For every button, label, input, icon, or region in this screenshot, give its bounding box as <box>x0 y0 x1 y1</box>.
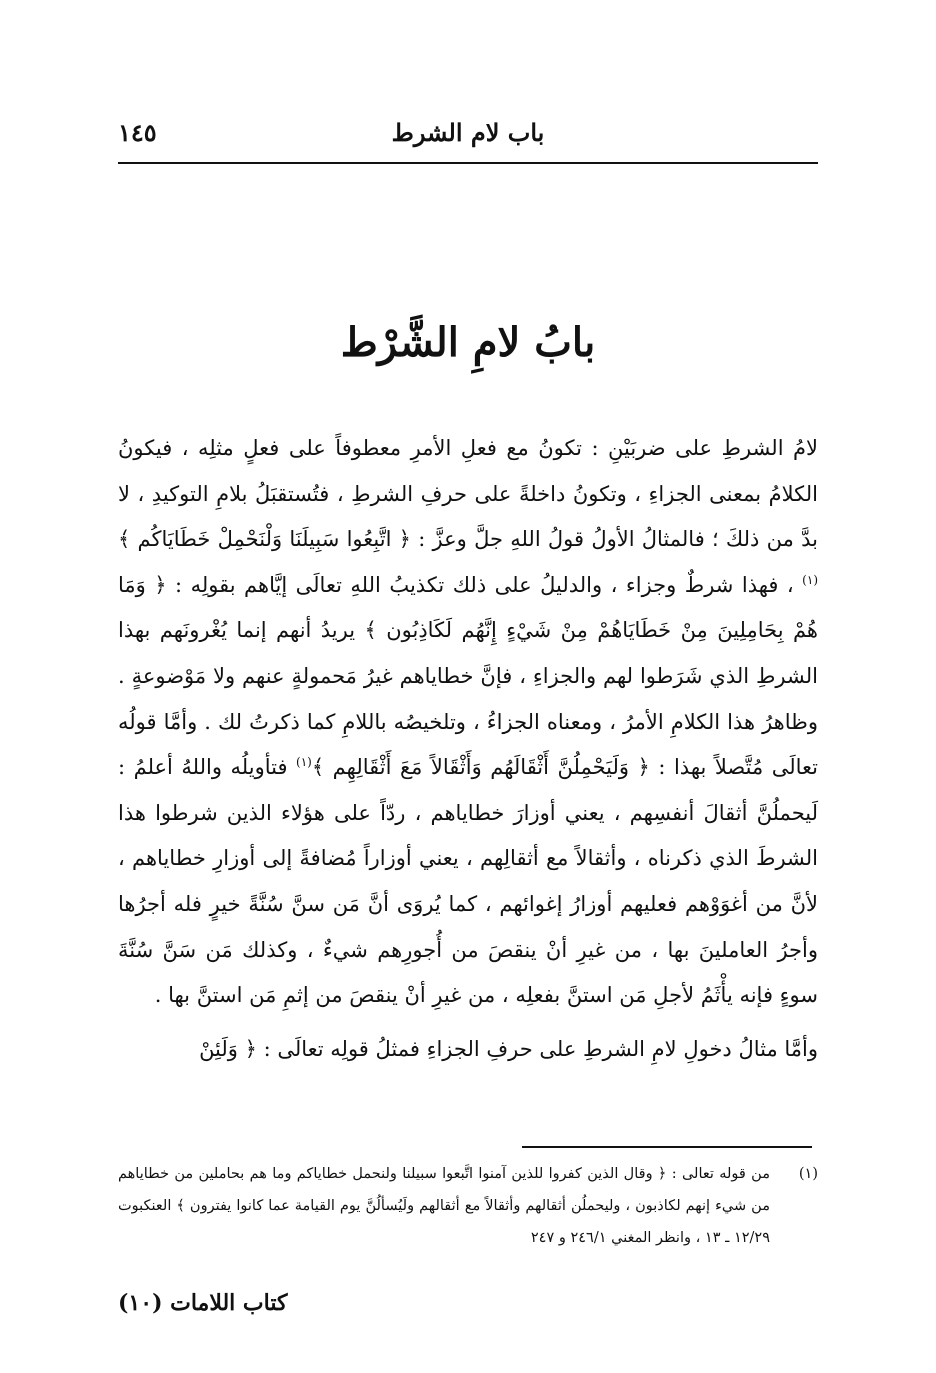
footnote-text: من قوله تعالى : ﴿ وقال الذين كفروا للذين آمنوا اتَّبعوا سبيلنا ولنحمل خطاياكم وما هم بحاملين من خطاياهم من شيء إنهم لكاذبون ، وليحملُن أثقالهم وأثقالاً مع أثقالهم ولَيُسألُنَّ يوم القيامة عما كانوا يفترون ﴾ العنكبوت ١٢/٢٩ ـ ١٣ ، وانظر المغني ٢٤٦/١ و ٢٤٧ <box>118 1166 770 1246</box>
page-header <box>118 118 818 154</box>
paragraph-1-start: لامُ الشرطِ على ضربَيْنِ : تكونُ مع فعلِ الأمرِ معطوفاً على فعلٍ مثلِه ، فيكونُ الكلامُ بمعنى الجزاءِ ، وتكونُ داخلةً على حرفِ الشرطِ ، فتُستقبَلُ بلامِ التوكيدِ ، لا بدَّ من ذلكَ ؛ فالمثالُ الأولُ قولُ اللهِ جلَّ وعزَّ : ﴿ اتَّبِعُوا سَبِيلَنَا وَلْنَحْمِلْ خَطَايَاكُم ﴾ <box>118 436 818 552</box>
book-signature: كتاب اللامات (١٠) <box>118 1290 288 1316</box>
footnote-reference-2: (١) <box>296 755 312 770</box>
running-title: باب لام الشرط <box>391 118 545 147</box>
chapter-title: بابُ لامِ الشَّرْط <box>340 318 596 366</box>
footnote <box>118 1158 818 1254</box>
footnote-rule <box>522 1146 812 1148</box>
footnote-mark: (١) <box>798 1166 818 1182</box>
page-number: ١٤٥ <box>118 118 157 147</box>
paragraph-1-middle: ، فهذا شرطٌ وجزاء ، والدليلُ على ذلك تكذيبُ اللهِ تعالَى إيَّاهم بقولِه : ﴿ وَمَا هُمْ بِحَامِلِينَ مِنْ خَطَايَاهُمْ مِنْ شَيْءٍ إِنَّهُم لَكَاذِبُون ﴾ يريدُ أنهم إنما يُغْرونَهم بهذا الشرطِ الذي شَرَطوا لهم والجزاءِ ، فإنَّ خطاياهم غيرُ مَحمولةٍ عنهم ولا مَوْضوعةٍ . وظاهرُ هذا الكلامِ الأمرُ ، ومعناه الجزاءُ ، وتلخيصُه باللامِ كما ذكرتُ لك . وأمَّا قولُه تعالَى مُتَّصلاً بهذا : ﴿ وَلَيَحْمِلُنَّ أَثْقَالَهُم وَأَثْقَالاً مَعَ أَثْقَالِهِم ﴾ <box>118 572 819 780</box>
paragraph-2: وأمَّا مثالُ دخولِ لامِ الشرطِ على حرفِ الجزاءِ فمثلُ قولِه تعالَى : ﴿ وَلَئِنْ <box>199 1036 818 1061</box>
footnote-reference-1: (١) <box>802 572 818 587</box>
footnotes <box>118 1158 818 1254</box>
paragraph-1-end: فتأويلُه واللهُ أعلمُ : لَيحملُنَّ أثقالَ أنفسِهم ، يعني أوزارَ خطاياهم ، ردّاً على هؤلاء الذين شرطوا هذا الشرطَ الذي ذكرناه ، وأثقالاً مع أثقالِهم ، يعني أوزاراً مُضافةً إلى أوزارِ خطاياهم ، لأنَّ من أغوَوْهم فعليهم أوزارُ إغوائهم ، كما يُروَى أنَّ مَن سنَّ سُنَّةً خيرٍ فله أجرُها وأجرُ العاملينَ بها ، من غيرِ أنْ ينقصَ من أُجورِهم شيءٌ ، وكذلك مَن سَنَّ سُنَّةَ سوءٍ فإنه يأْثَمُ لأجلِ مَن استنَّ بفعلِه ، من غيرِ أنْ ينقصَ من إثمِ مَن استنَّ بها . <box>118 755 818 1008</box>
body-text <box>118 426 818 1072</box>
header-rule <box>118 162 818 164</box>
paragraph-1 <box>118 426 818 1019</box>
